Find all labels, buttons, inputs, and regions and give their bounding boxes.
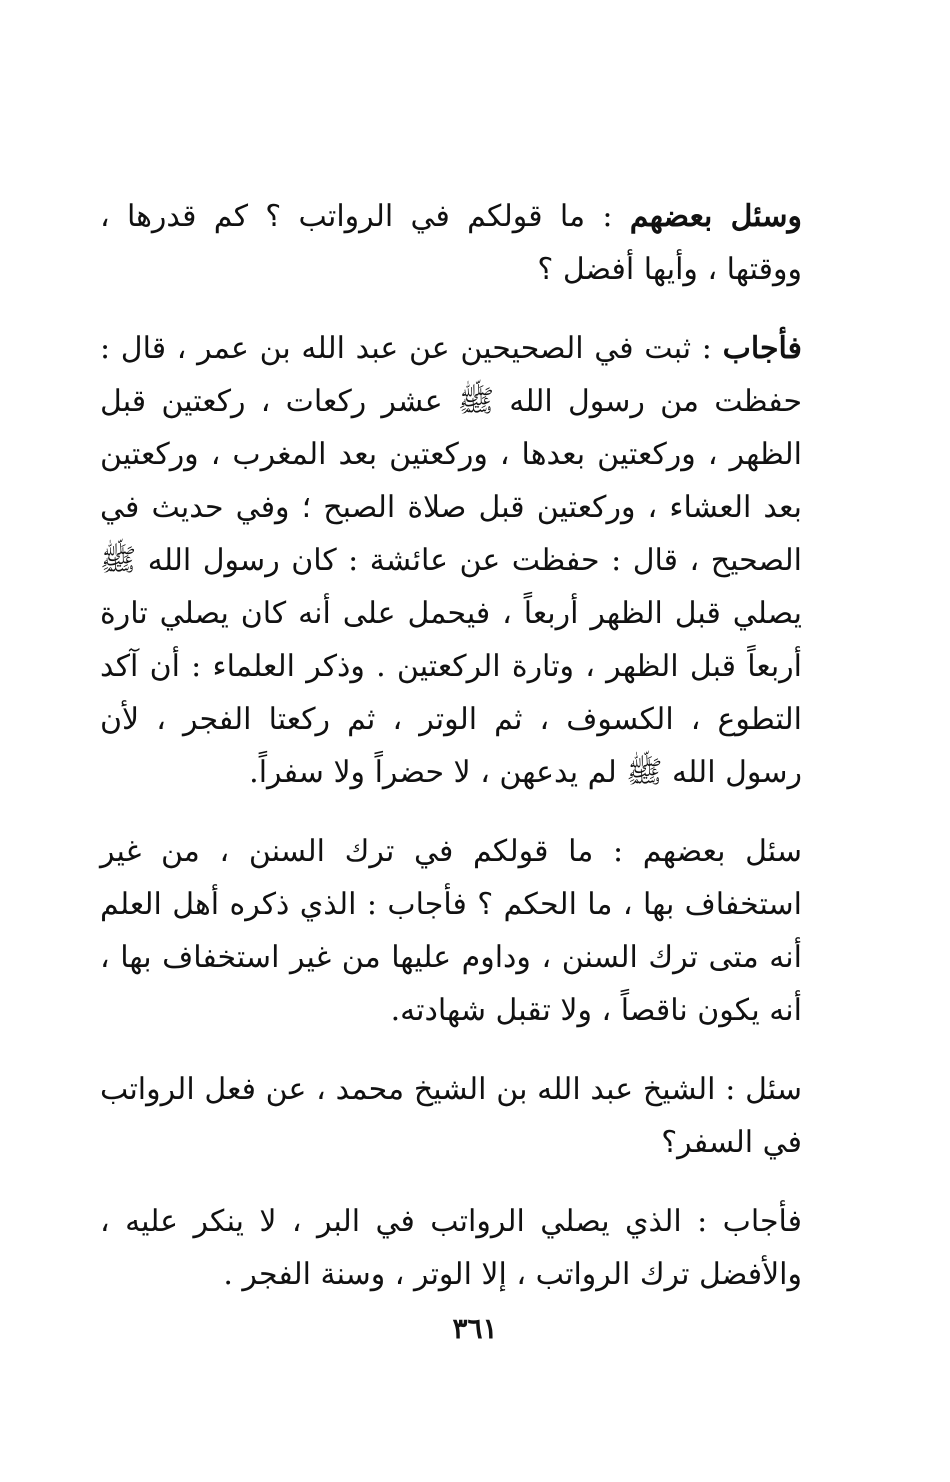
page-number: ٣٦١	[452, 1312, 498, 1345]
paragraph-question-safar	[100, 1063, 842, 1169]
paragraph-question-sunan	[100, 825, 842, 1037]
paragraph-question-rawatib	[100, 190, 842, 296]
paragraph-text: : ثبت في الصحيحين عن عبد الله بن عمر ، قال : حفظت من رسول الله ﷺ عشر ركعات ، ركعتين قبل الظهر ، وركعتين بعدها ، وركعتين بعد المغرب ، وركعتين بعد العشاء ، وركعتين قبل صلاة الصبح ؛ وفي حديث في الصحيح ، قال : حفظت عن عائشة : كان رسول الله ﷺ يصلي قبل الظهر أربعاً ، فيحمل على أنه كان يصلي تارة أربعاً قبل الظهر ، وتارة الركعتين . وذكر العلماء : أن آكد التطوع ، الكسوف ، ثم الوتر ، ثم ركعتا الفجر ، لأن رسول الله ﷺ لم يدعهن ، لا حضراً ولا سفراً.	[100, 331, 803, 790]
paragraph-text: سئل بعضهم : ما قولكم في ترك السنن ، من غير استخفاف بها ، ما الحكم ؟ فأجاب : الذي ذكره أهل العلم أنه متى ترك السنن ، وداوم عليها من غير استخفاف بها ، أنه يكون ناقصاً ، ولا تقبل شهادته.	[100, 834, 802, 1028]
paragraph-lead: وسئل بعضهم	[629, 199, 802, 234]
paragraph-text: : ما قولكم في الرواتب ؟ كم قدرها ، ووقتها ، وأيها أفضل ؟	[100, 199, 802, 287]
paragraph-answer-rawatib	[100, 322, 842, 799]
paragraph-text: سئل : الشيخ عبد الله بن الشيخ محمد ، عن فعل الرواتب في السفر؟	[100, 1072, 802, 1160]
paragraph-text: فأجاب : الذي يصلي الرواتب في البر ، لا ينكر عليه ، والأفضل ترك الرواتب ، إلا الوتر ، وسنة الفجر .	[100, 1204, 802, 1292]
page-body	[100, 190, 842, 1301]
paragraph-lead: فأجاب	[722, 331, 802, 366]
paragraph-answer-safar	[100, 1195, 842, 1301]
